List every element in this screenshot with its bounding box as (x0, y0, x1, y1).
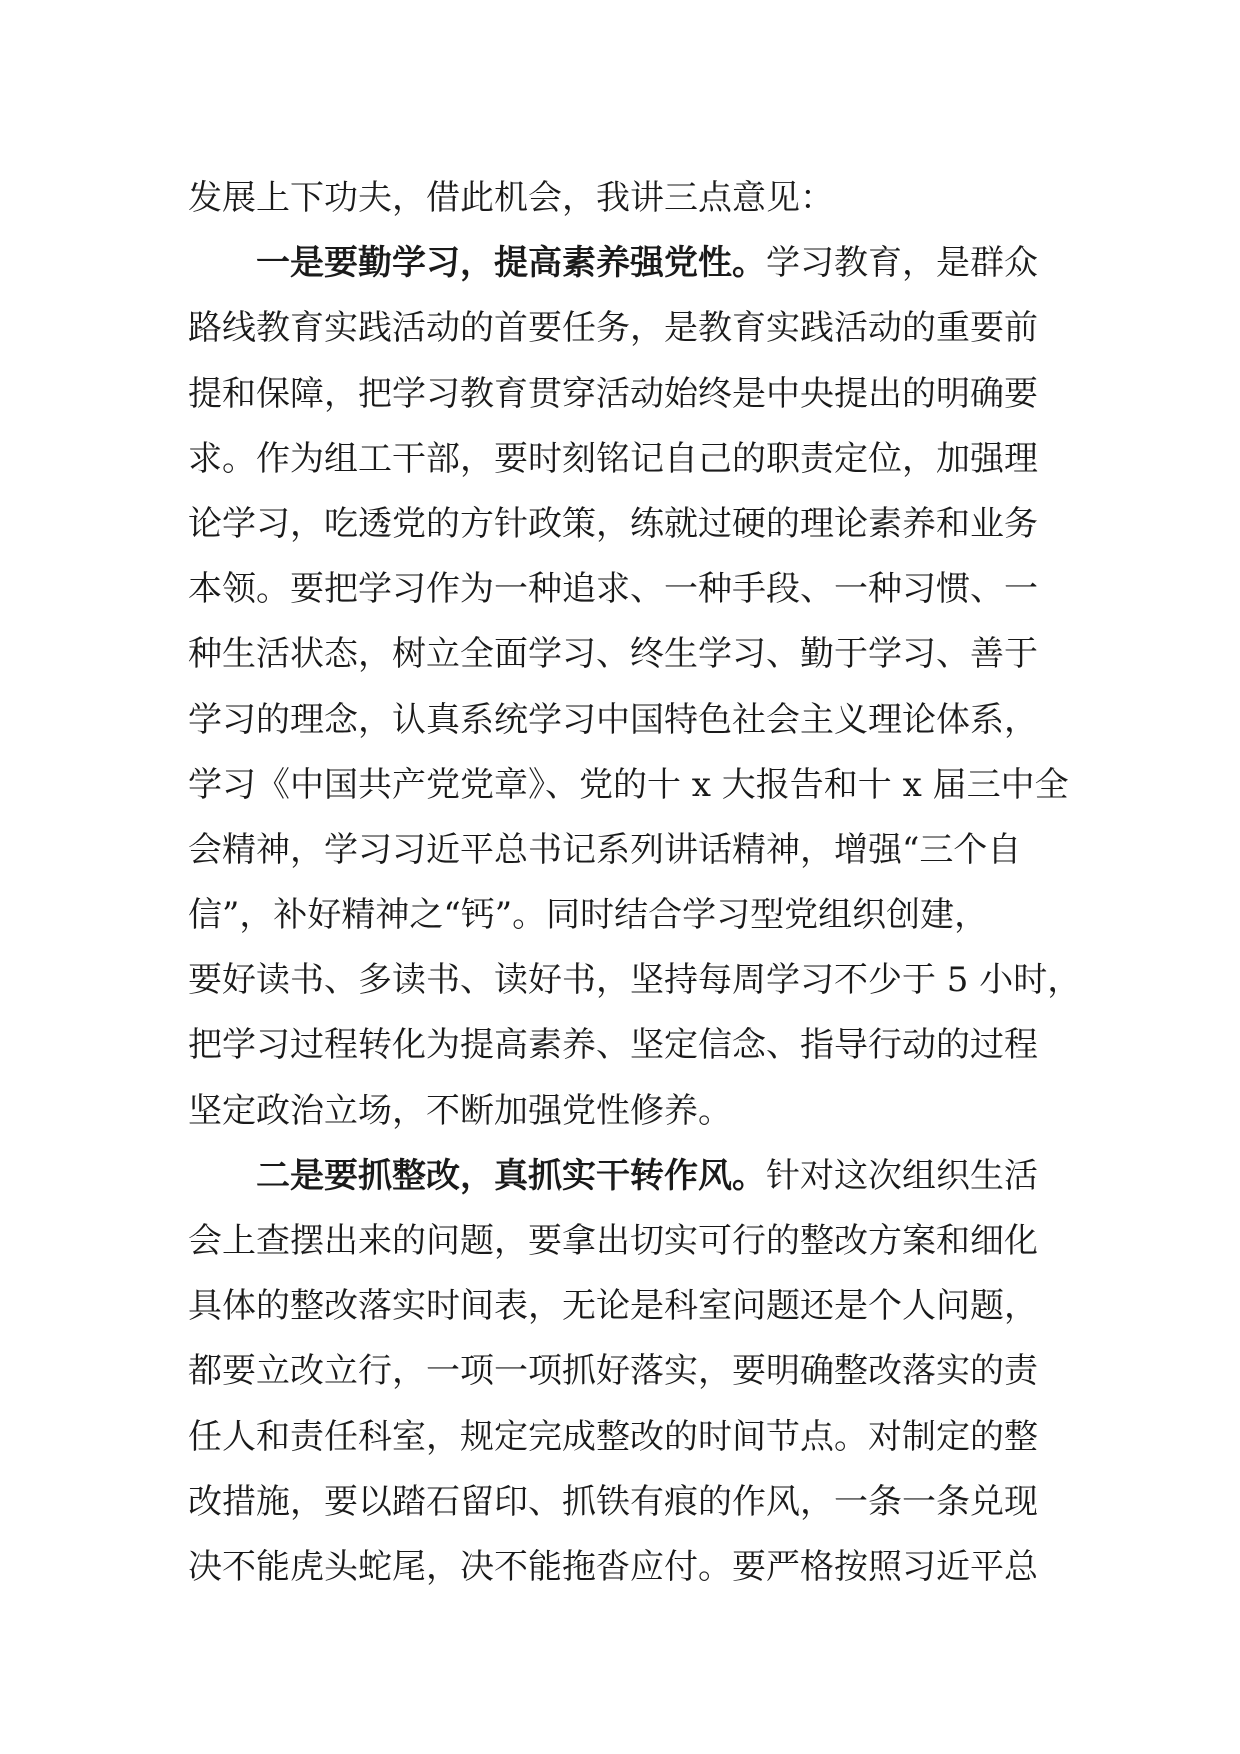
paragraph-line: 具体的整改落实时间表，无论是科室问题还是个人问题， (188, 1286, 1038, 1327)
paragraph-line: 会上查摆出来的问题，要拿出切实可行的整改方案和细化 (188, 1221, 1038, 1261)
paragraph-line: 坚定政治立场，不断加强党性修养。 (188, 1090, 732, 1131)
paragraph-text: 针对这次组织生活 (766, 1155, 1038, 1196)
paragraph-line: 把学习过程转化为提高素养、坚定信念、指导行动的过程 (188, 1025, 1038, 1066)
paragraph-line: 求。作为组工干部，要时刻铭记自己的职责定位，加强理 (188, 438, 1038, 479)
paragraph-line: 信”，补好精神之“钙”。同时结合学习型党组织创建， (188, 895, 989, 936)
paragraph-line: 论学习，吃透党的方针政策，练就过硬的理论素养和业务 (188, 503, 1038, 544)
paragraph-line: 会精神，学习习近平总书记系列讲话精神，增强“三个自 (188, 829, 1022, 870)
paragraph-line: 学习的理念，认真系统学习中国特色社会主义理论体系， (188, 699, 1038, 740)
paragraph-text: 学习教育，是群众 (766, 243, 1038, 284)
paragraph-line: 提和保障，把学习教育贯穿活动始终是中央提出的明确要 (188, 373, 1038, 414)
paragraph-line: 种生活状态，树立全面学习、终生学习、勤于学习、善于 (188, 634, 1038, 675)
paragraph-line: 路线教育实践活动的首要任务，是教育实践活动的重要前 (188, 308, 1038, 349)
paragraph-line: 决不能虎头蛇尾，决不能拖沓应付。要严格按照习近平总 (188, 1546, 1038, 1587)
paragraph-line: 本领。要把学习作为一种追求、一种手段、一种习惯、一 (188, 569, 1038, 610)
document-body (188, 166, 1082, 1600)
paragraph-line: 学习《中国共产党党章》、党的十 x 大报告和十 x 届三中全 (188, 764, 1069, 805)
paragraph-line: 都要立改立行，一项一项抓好落实，要明确整改落实的责 (188, 1351, 1038, 1392)
paragraph-heading: 一是要勤学习，提高素养强党性。 (256, 243, 766, 284)
paragraph-line: 改措施，要以踏石留印、抓铁有痕的作风，一条一条兑现 (188, 1481, 1038, 1522)
paragraph-first-line (188, 231, 1060, 296)
paragraph-line: 要好读书、多读书、读好书，坚持每周学习不少于 5 小时， (188, 960, 1082, 1001)
paragraph-first-line (188, 1144, 1060, 1209)
paragraph-heading: 二是要抓整改，真抓实干转作风。 (256, 1155, 766, 1196)
paragraph-line: 发展上下功夫，借此机会，我讲三点意见： (188, 178, 834, 218)
paragraph-line: 任人和责任科室，规定完成整改的时间节点。对制定的整 (188, 1416, 1038, 1457)
